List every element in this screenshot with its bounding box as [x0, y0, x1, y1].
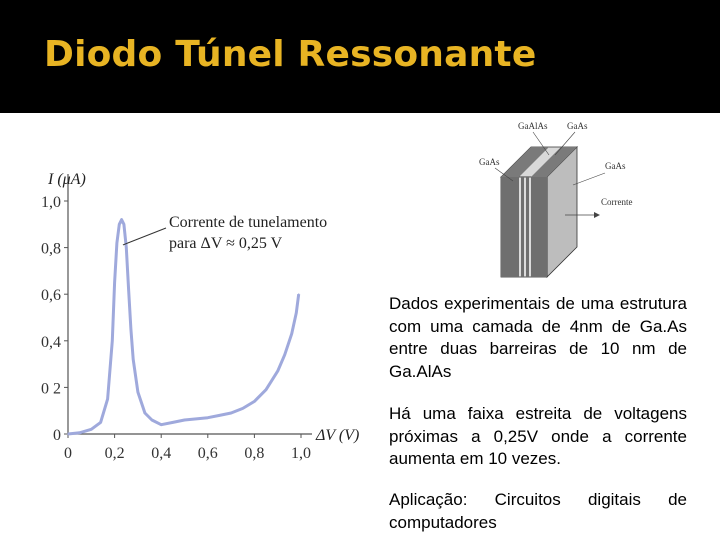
data-point — [67, 433, 69, 435]
data-point — [291, 333, 293, 335]
data-point — [296, 312, 298, 314]
data-point — [137, 391, 139, 393]
data-point — [114, 282, 116, 284]
y-tick-label: 1,0 — [41, 194, 61, 211]
gaas-thin-layer — [526, 177, 529, 277]
data-point — [128, 289, 130, 291]
gaas-layer-right — [531, 177, 547, 277]
paragraph-application: Aplicação: Circuitos digitais de computadores — [389, 490, 687, 532]
current-arrow-head — [594, 212, 600, 218]
data-point — [219, 415, 221, 417]
slide-title: Diodo Túnel Ressonante — [44, 34, 537, 75]
data-point — [160, 424, 162, 426]
data-point — [207, 417, 209, 419]
data-point — [254, 401, 256, 403]
data-point — [151, 419, 153, 421]
data-point — [172, 422, 174, 424]
y-tick-label: 0 2 — [41, 380, 61, 398]
label-gaas-right: GaAs — [605, 161, 626, 171]
data-point — [144, 412, 146, 414]
data-point — [107, 398, 109, 400]
data-point — [121, 219, 123, 221]
paragraph-experimental-data: Dados experimentais de uma estrutura com uma camada de 4nm de Ga.As entre duas barreiras de 10 nm de Ga.AlAs — [389, 294, 687, 381]
data-point — [195, 418, 197, 420]
label-gaalas: GaAlAs — [518, 121, 548, 131]
data-point — [116, 242, 118, 244]
data-point — [184, 419, 186, 421]
chart-plot-area — [41, 171, 359, 462]
y-tick-label: 0,4 — [41, 333, 61, 351]
label-corrente: Corrente — [601, 197, 633, 207]
data-point — [119, 224, 121, 226]
data-point — [132, 359, 134, 361]
x-tick-label: 1,0 — [291, 445, 311, 462]
data-point — [130, 328, 132, 330]
data-point — [91, 429, 93, 431]
y-tick-label: 0 — [53, 427, 61, 444]
data-point — [126, 247, 128, 249]
annotation-line1: Corrente de tunelamento — [169, 214, 328, 231]
data-point — [284, 354, 286, 356]
y-axis-label: I (μA) — [48, 171, 86, 188]
data-point — [230, 412, 232, 414]
data-point — [298, 293, 300, 295]
y-tick-label: 0,6 — [41, 287, 61, 305]
gaas-layer-left — [501, 177, 519, 277]
x-tick-label: 0,6 — [197, 445, 218, 462]
annotation-pointer — [123, 228, 166, 245]
x-tick-label: 0,2 — [104, 445, 125, 462]
label-gaas-top: GaAs — [567, 121, 588, 131]
data-point — [123, 224, 125, 226]
leader-line — [573, 173, 605, 185]
data-point — [242, 408, 244, 410]
data-point — [79, 432, 81, 434]
data-point — [100, 422, 102, 424]
y-tick-label: 0,8 — [41, 240, 61, 258]
x-axis-label: ΔV (V) — [316, 427, 360, 444]
iv-chart — [30, 160, 360, 470]
x-tick-label: 0 — [64, 445, 72, 462]
data-point — [277, 370, 279, 372]
annotation-line2: para ΔV ≈ 0,25 V — [169, 235, 283, 252]
x-tick-label: 0,8 — [244, 445, 265, 462]
paragraph-voltage-range: Há uma faixa estreita de voltagens próximas a 0,25V onde a corrente aumenta em 10 vezes. — [389, 404, 687, 468]
gaas-thin-layer — [521, 177, 524, 277]
x-tick-label: 0,4 — [151, 445, 172, 462]
data-point — [265, 389, 267, 391]
device-diagram — [455, 115, 655, 280]
label-gaas-left: GaAs — [479, 157, 500, 167]
data-point — [112, 340, 114, 342]
